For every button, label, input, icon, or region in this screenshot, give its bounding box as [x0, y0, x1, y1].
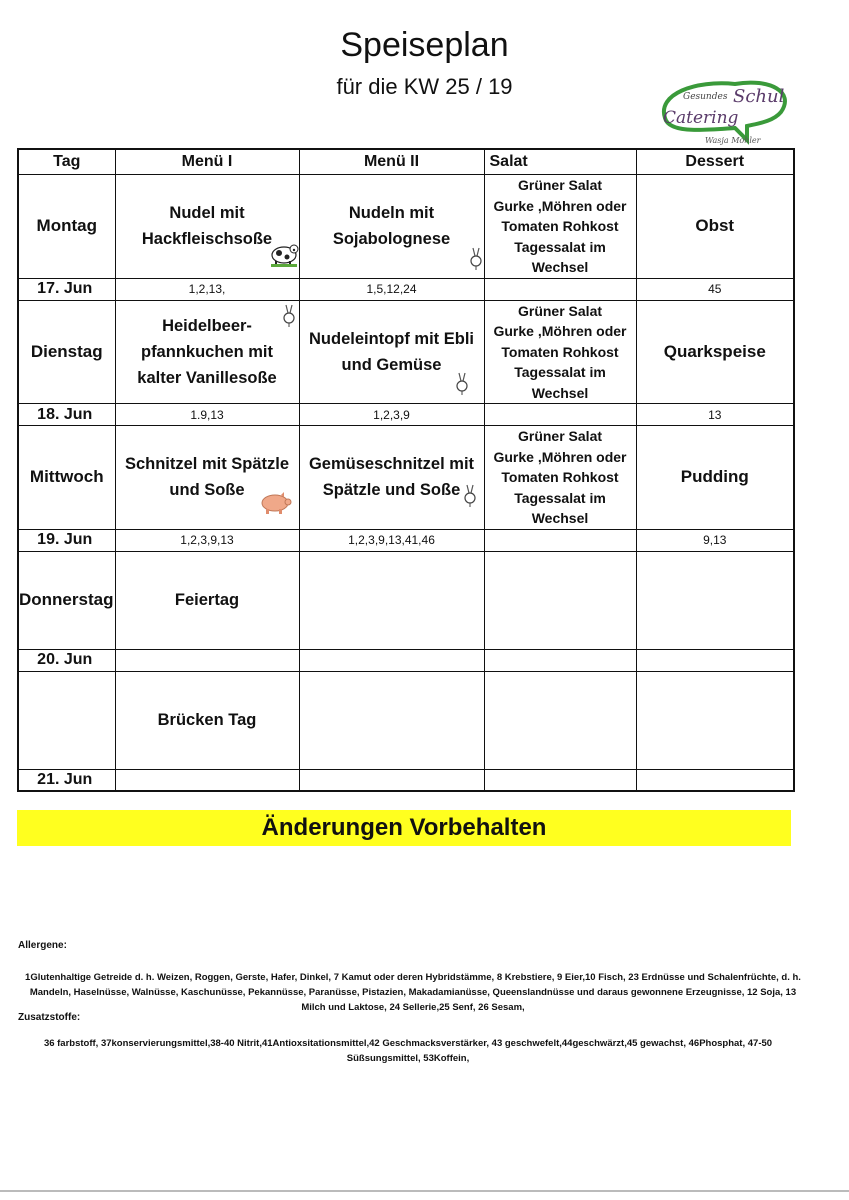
- menu2-allergens: [299, 769, 484, 791]
- dessert-allergens: [636, 769, 794, 791]
- salat-line: Tomaten Rohkost: [501, 469, 619, 485]
- header-tag: Tag: [18, 149, 115, 175]
- date-label: 18. Jun: [18, 404, 115, 426]
- dish-line: Hackfleischsoße: [141, 230, 273, 249]
- salat-line: Wechsel: [531, 510, 589, 526]
- day-label: Donnerstag: [18, 551, 115, 649]
- dish-line: Heidelbeer-: [162, 316, 252, 335]
- salat-allergens: [484, 278, 636, 300]
- dish-line: Nudel mit: [169, 204, 245, 223]
- logo-small-top: Gesundes: [683, 92, 728, 102]
- allergene-title: Allergene:: [18, 940, 67, 951]
- menu2-allergens: 1,5,12,24: [299, 278, 484, 300]
- table-row: [18, 649, 794, 671]
- salat-line: Wechsel: [531, 384, 589, 401]
- table-header-row: [18, 149, 794, 175]
- menu2-allergens: [299, 649, 484, 671]
- salat-cell: [484, 175, 636, 279]
- zusatzstoffe-title: Zusatzstoffe:: [18, 1012, 81, 1023]
- dessert-cell: Quarkspeise: [636, 300, 794, 404]
- menu1-allergens: 1,2,3,9,13: [115, 529, 299, 551]
- allergene-text: 1Glutenhaltige Getreide d. h. Weizen, Roggen, Gerste, Hafer, Dinkel, 7 Kamut oder deren Hybridstämme, 8 Krebstiere, 9 Eier,10 Fisch, 23 Erdnüsse und Schalenfrüchte, d. h. Mandeln, Haselnüsse, Walnüsse, Kaschunüsse, Pekannüsse, Paranüsse, Pistazien, Makadamianüsse, Queenslandnüsse und daraus gewonnene Erzeugnisse, 12 Soja, 13 Milch und Laktose, 24 Sellerie,25 Senf, 26 Sesam,: [25, 972, 801, 1013]
- logo-word-schul: Schul: [733, 86, 785, 107]
- dessert-allergens: 13: [636, 404, 794, 426]
- salat-allergens: [484, 529, 636, 551]
- salat-line: Gurke ,Möhren oder: [493, 323, 627, 339]
- date-label: 20. Jun: [18, 649, 115, 671]
- header-menu1: Menü I: [115, 149, 299, 175]
- dessert-allergens: 45: [636, 278, 794, 300]
- date-label: 21. Jun: [18, 769, 115, 791]
- schul-catering-logo: [655, 74, 795, 152]
- salat-cell: [484, 551, 636, 649]
- menu2-dish: [299, 300, 484, 404]
- dessert-cell: [636, 551, 794, 649]
- salat-cell: [484, 426, 636, 530]
- menu1-dish: Brücken Tag: [115, 671, 299, 769]
- beet-icon: [454, 371, 470, 403]
- dish-line: Sojabolognese: [332, 230, 451, 249]
- day-label: Montag: [18, 175, 115, 279]
- menu1-allergens: 1,2,13,: [115, 278, 299, 300]
- menu2-dish: [299, 426, 484, 530]
- salat-line: Gurke ,Möhren oder: [493, 197, 627, 214]
- logo-small-bottom: Wasja Mohler: [705, 136, 761, 145]
- date-label: 19. Jun: [18, 529, 115, 551]
- menu2-dish: [299, 175, 484, 279]
- salat-allergens: [484, 769, 636, 791]
- logo-word-catering: Catering: [663, 108, 739, 128]
- date-label: 17. Jun: [18, 278, 115, 300]
- menu1-dish: [115, 175, 299, 279]
- header-salat: Salat: [484, 149, 636, 175]
- salat-line: Grüner Salat: [517, 302, 603, 319]
- beet-icon: [281, 303, 297, 335]
- table-row: [18, 529, 794, 551]
- dessert-cell: [636, 671, 794, 769]
- salat-cell: [484, 671, 636, 769]
- menu1-allergens: [115, 649, 299, 671]
- salat-line: Tomaten Rohkost: [501, 343, 619, 360]
- table-row: [18, 769, 794, 791]
- salat-line: Tagessalat im: [514, 364, 606, 380]
- table-row: [18, 278, 794, 300]
- page-subtitle: für die KW 25 / 19: [336, 74, 513, 99]
- menu1-dish: [115, 426, 299, 530]
- dish-line: Spätzle und Soße: [322, 481, 461, 500]
- dish-line: Nudeln mit: [348, 204, 435, 223]
- salat-line: Gurke ,Möhren oder: [493, 448, 627, 465]
- menu1-dish: [115, 300, 299, 404]
- beet-icon: [462, 483, 478, 515]
- dessert-allergens: 9,13: [636, 529, 794, 551]
- dessert-cell: Obst: [636, 175, 794, 279]
- dish-line: kalter Vanillesoße: [137, 368, 277, 387]
- changes-reserved-banner: Änderungen Vorbehalten: [17, 810, 791, 846]
- menu1-allergens: [115, 769, 299, 791]
- table-row: [18, 175, 794, 279]
- menu1-dish: Feiertag: [115, 551, 299, 649]
- dish-line: Schnitzel mit Spätzle: [124, 455, 290, 474]
- salat-line: Wechsel: [531, 259, 589, 275]
- day-label: [18, 671, 115, 769]
- cow-icon: [267, 240, 300, 276]
- header-dessert: Dessert: [636, 149, 794, 175]
- table-row: [18, 671, 794, 769]
- zusatzstoffe-text: 36 farbstoff, 37konservierungsmittel,38-40 Nitrit,41Antioxsitationsmittel,42 Geschmacksverstärker, 43 geschwefelt,44geschwärzt,45 gewachst, 46Phosphat, 47-50 Süßsungsmittel, 53Koffein,: [43, 1038, 773, 1064]
- table-row: [18, 426, 794, 530]
- day-label: Dienstag: [18, 300, 115, 404]
- salat-line: Grüner Salat: [517, 177, 603, 193]
- dish-line: pfannkuchen mit: [140, 342, 273, 361]
- table-row: [18, 300, 794, 404]
- salat-line: Tomaten Rohkost: [501, 218, 619, 234]
- dish-line: Nudeleintopf mit Ebli: [309, 329, 474, 348]
- menu1-allergens: 1.9,13: [115, 404, 299, 426]
- menu2-allergens: 1,2,3,9: [299, 404, 484, 426]
- salat-allergens: [484, 649, 636, 671]
- header-menu2: Menü II: [299, 149, 484, 175]
- salat-line: Tagessalat im: [514, 238, 606, 255]
- dish-line: Gemüseschnitzel mit: [308, 455, 475, 474]
- page-title: Speiseplan: [340, 26, 509, 64]
- menu-table: [17, 148, 795, 792]
- salat-allergens: [484, 404, 636, 426]
- table-row: [18, 404, 794, 426]
- pig-icon: [259, 491, 293, 523]
- menu2-dish: [299, 671, 484, 769]
- scan-edge-line: [0, 1190, 849, 1192]
- table-row: [18, 551, 794, 649]
- dessert-cell: Pudding: [636, 426, 794, 530]
- dish-line: und Gemüse: [341, 355, 442, 374]
- dessert-allergens: [636, 649, 794, 671]
- day-label: Mittwoch: [18, 426, 115, 530]
- menu2-allergens: 1,2,3,9,13,41,46: [299, 529, 484, 551]
- dish-line: und Soße: [169, 481, 245, 500]
- beet-icon: [468, 246, 484, 278]
- salat-line: Tagessalat im: [514, 489, 606, 506]
- salat-cell: [484, 300, 636, 404]
- menu2-dish: [299, 551, 484, 649]
- salat-line: Grüner Salat: [517, 428, 603, 444]
